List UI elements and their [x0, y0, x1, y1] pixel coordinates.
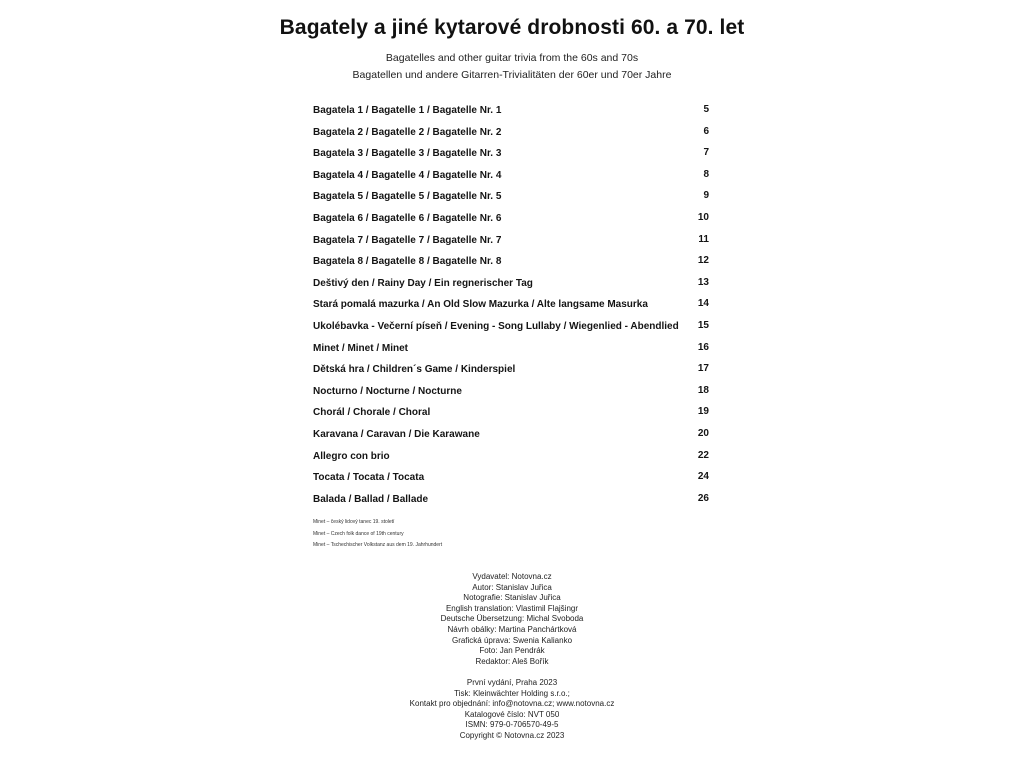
edition-line: ISMN: 979-0-706570-49-5: [465, 720, 559, 730]
credits-list: [0, 572, 1024, 667]
toc-entry-title: Nocturno / Nocturne / Nocturne: [313, 385, 462, 397]
toc-entry-title: Stará pomalá mazurka / An Old Slow Mazurka / Alte langsame Masurka: [313, 299, 648, 311]
toc-entry-page: 19: [697, 406, 709, 418]
toc-entry: [313, 233, 709, 255]
credits-block: [0, 572, 1024, 742]
toc-entry-title: Balada / Ballad / Ballade: [313, 493, 429, 505]
toc-entry-title: Bagatela 3 / Bagatelle 3 / Bagatelle Nr. 3: [313, 148, 502, 160]
subtitle-english: Bagatelles and other guitar trivia from the 60s and 70s: [385, 52, 639, 64]
toc-entry: [313, 362, 709, 384]
toc-entry-title: Bagatela 4 / Bagatelle 4 / Bagatelle Nr. 4: [313, 169, 502, 181]
toc-entry-title: Ukolébavka - Večerní píseň / Evening - Song Lullaby / Wiegenlied - Abendlied: [313, 320, 679, 332]
toc-entry: [313, 427, 709, 449]
table-of-contents: [313, 103, 709, 513]
subtitle-german: Bagatellen und andere Gitarren-Trivialitäten der 60er und 70er Jahre: [352, 69, 672, 81]
edition-line: Tisk: Kleinwächter Holding s.r.o.;: [454, 688, 570, 698]
toc-entry: [313, 189, 709, 211]
credit-line: Foto: Jan Pendrák: [479, 646, 545, 656]
toc-entry-page: 5: [703, 104, 709, 115]
toc-entry-title: Tocata / Tocata / Tocata: [313, 472, 425, 484]
toc-entry-page: 8: [703, 168, 709, 180]
toc-entry-title: Dětská hra / Children´s Game / Kinderspiel: [313, 364, 516, 376]
toc-entry: [313, 492, 709, 514]
toc-entry: [313, 319, 709, 341]
toc-entry-page: 11: [698, 233, 709, 245]
toc-entry-page: 14: [697, 298, 709, 310]
toc-entry: [313, 168, 709, 190]
credit-line: English translation: Vlastimil Flajšingr: [445, 603, 579, 613]
toc-entry-page: 26: [697, 492, 709, 504]
toc-entry-title: Karavana / Caravan / Die Karawane: [313, 428, 480, 440]
toc-entry-page: 15: [697, 319, 709, 331]
page-title: Bagately a jiné kytarové drobnosti 60. a 70. let: [279, 16, 745, 39]
toc-entry: [313, 405, 709, 427]
toc-entry-page: 17: [697, 363, 709, 375]
toc-entry: [313, 276, 709, 298]
credit-line: Deutsche Übersetzung: Michal Svoboda: [440, 614, 584, 624]
toc-entry: [313, 449, 709, 471]
toc-entry-page: 12: [697, 255, 709, 267]
toc-entry-title: Deštivý den / Rainy Day / Ein regnerischer Tag: [313, 277, 533, 289]
toc-entry-page: 24: [697, 471, 709, 483]
footnote: Minet – Tschechischer Volkstanz aus dem 19. Jahrhundert: [313, 542, 443, 548]
edition-line: Copyright © Notovna.cz 2023: [459, 730, 565, 740]
toc-entry: [313, 146, 709, 168]
toc-entry-page: 9: [703, 190, 709, 202]
toc-entry-page: 20: [697, 427, 709, 439]
toc-entry-title: Bagatela 5 / Bagatelle 5 / Bagatelle Nr. 5: [313, 191, 502, 203]
spacer: [0, 667, 1024, 678]
edition-line: Kontakt pro objednání: info@notovna.cz; www.notovna.cz: [409, 699, 615, 709]
footnote: Minet – český lidový tanec 19. století: [313, 519, 395, 525]
toc-entry: [313, 103, 709, 125]
toc-entry: [313, 254, 709, 276]
toc-entry-title: Bagatela 6 / Bagatelle 6 / Bagatelle Nr. 6: [313, 212, 502, 224]
credit-line: Návrh obálky: Martina Panchártková: [447, 624, 577, 634]
toc-entry-page: 6: [703, 125, 709, 137]
credit-line: Autor: Stanislav Juřica: [472, 582, 552, 592]
footnotes: [313, 519, 442, 554]
credit-line: Notografie: Stanislav Juřica: [463, 593, 561, 603]
edition-info: [0, 678, 1024, 742]
toc-entry-page: 13: [697, 276, 709, 288]
toc-entry-title: Bagatela 7 / Bagatelle 7 / Bagatelle Nr. 7: [313, 234, 502, 246]
toc-entry-page: 22: [697, 449, 709, 461]
toc-entry-title: Minet / Minet / Minet: [313, 342, 408, 354]
footnote: Minet – Czech folk dance of 19th century: [313, 530, 404, 537]
toc-entry-title: Bagatela 2 / Bagatelle 2 / Bagatelle Nr. 2: [313, 126, 502, 138]
edition-line: První vydání, Praha 2023: [466, 677, 558, 687]
credit-line: Grafická úprava: Swenia Kalianko: [451, 635, 573, 645]
toc-entry-title: Bagatela 1 / Bagatelle 1 / Bagatelle Nr. 1: [313, 105, 502, 116]
toc-entry-page: 16: [697, 341, 709, 353]
toc-entry: [313, 384, 709, 406]
credit-line: Vydavatel: Notovna.cz: [472, 572, 552, 581]
toc-entry: [313, 470, 709, 492]
edition-line: Katalogové číslo: NVT 050: [464, 709, 560, 719]
toc-entry-title: Bagatela 8 / Bagatelle 8 / Bagatelle Nr. 8: [313, 256, 502, 268]
toc-entry: [313, 297, 709, 319]
toc-entry-page: 10: [697, 211, 709, 223]
credit-line: Redaktor: Aleš Bořík: [475, 656, 549, 666]
toc-entry: [313, 211, 709, 233]
toc-entry: [313, 125, 709, 147]
toc-entry-page: 18: [697, 384, 709, 396]
toc-entry-title: Chorál / Chorale / Choral: [313, 407, 431, 419]
toc-entry-page: 7: [703, 147, 709, 159]
toc-entry: [313, 341, 709, 363]
toc-entry-title: Allegro con brio: [313, 450, 390, 462]
